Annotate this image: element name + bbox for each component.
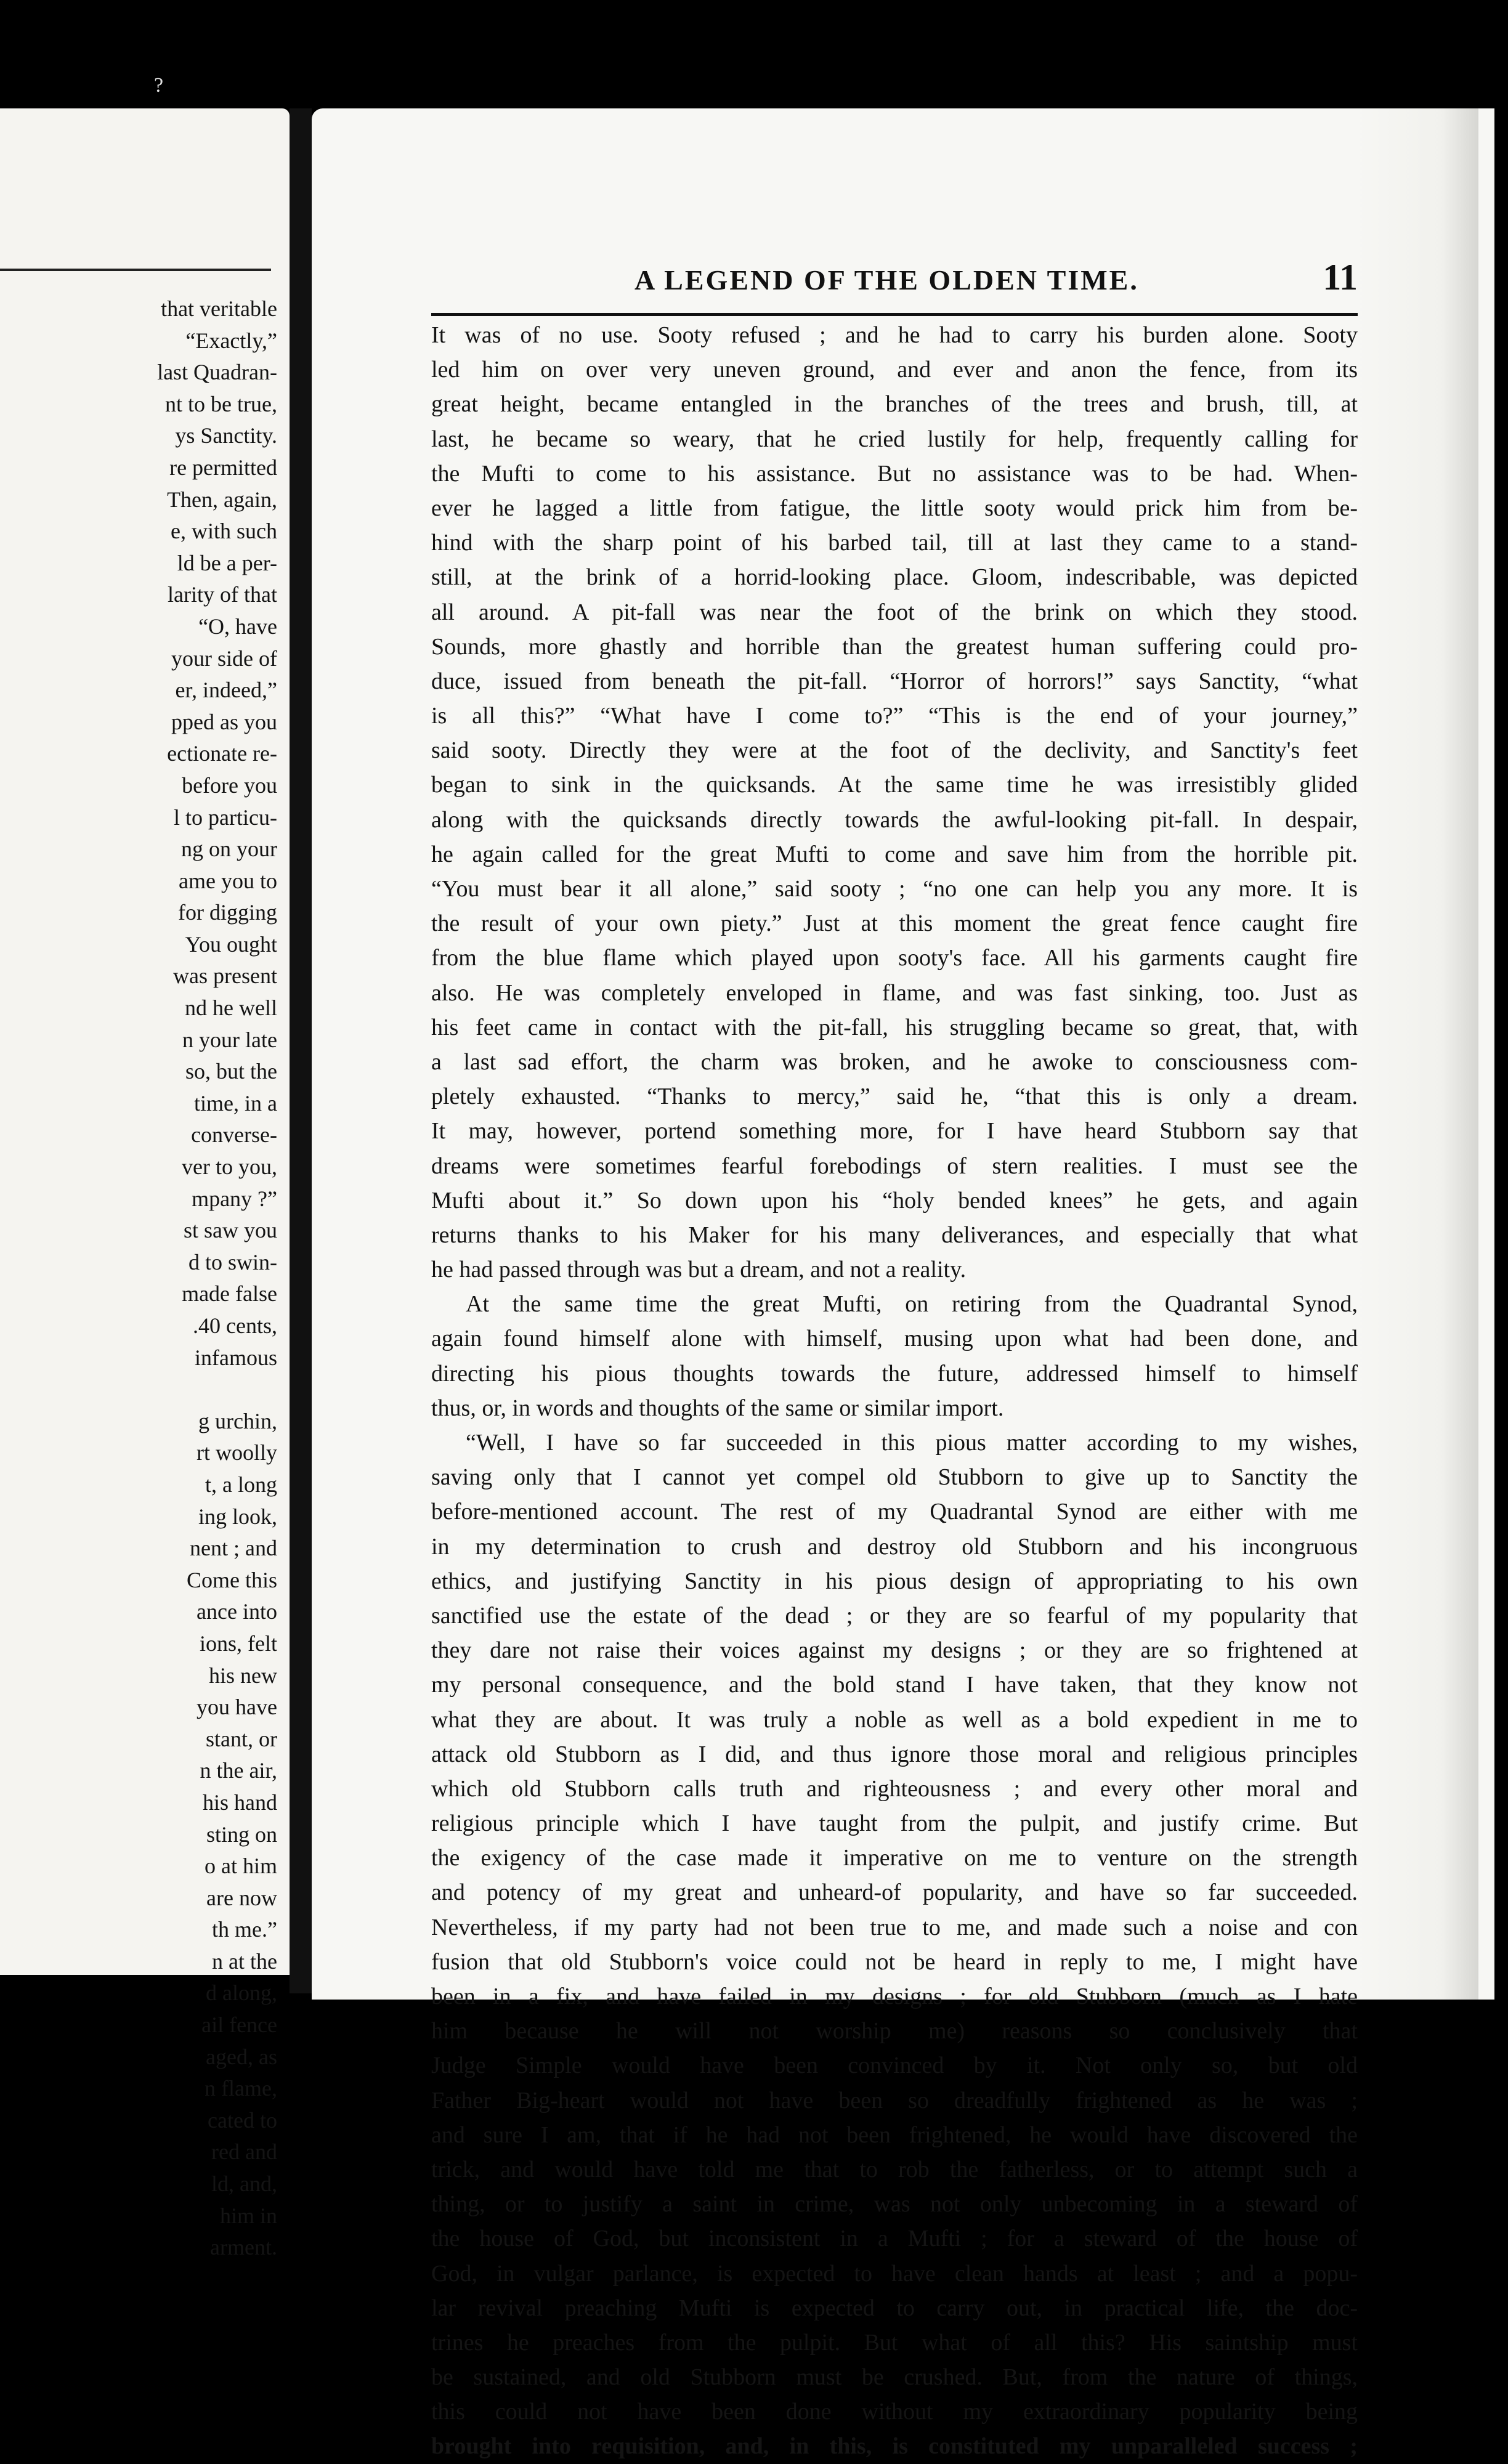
text-line: what they are about. It was truly a noble as well as a bold expedient in me to <box>431 1706 1358 1733</box>
text-line: fusion that old Stubborn's voice could not be heard in reply to me, I might have <box>431 1948 1358 1975</box>
text-line: him because he will not worship me) reasons so conclusively that <box>431 2018 1358 2045</box>
left-text-line: Then, again, <box>167 487 277 512</box>
left-text-line <box>6 1374 277 1406</box>
text-line: and sure I am, that if he had not been frightened, he would have discovered the <box>431 2122 1358 2148</box>
left-text-line: converse- <box>191 1122 277 1148</box>
text-line: they dare not raise their voices against my designs ; or they are so frightened at <box>431 1637 1358 1664</box>
left-text-line: er, indeed,” <box>175 678 277 703</box>
text-line: Father Big-heart would not have been so dreadfully frightened as he was ; <box>431 2087 1358 2113</box>
left-text-line: him in <box>219 2203 277 2228</box>
text-line: in my determination to crush and destroy old Stubborn and his incongruous <box>431 1533 1358 1560</box>
text-line: pletely exhausted. “Thanks to mercy,” said he, “that this is only a dream. <box>431 1084 1358 1110</box>
left-text-line: you have <box>197 1695 277 1720</box>
text-line: God, in vulgar parlance, is expected to have clean hands at least ; and a popu- <box>431 2260 1358 2287</box>
left-text-line: rt woolly <box>197 1440 277 1465</box>
left-text-line: ld, and, <box>211 2171 277 2197</box>
left-text-line: his hand <box>203 1789 277 1815</box>
text-line: Judge Simple would have been convinced by it. Not only so, but old <box>431 2053 1358 2079</box>
left-text-line: n the air, <box>200 1758 277 1783</box>
left-text-line: st saw you <box>184 1218 277 1243</box>
running-title: A LEGEND OF THE OLDEN TIME. <box>634 264 1139 296</box>
left-text-line: ng on your <box>181 837 277 862</box>
left-text-line: d along, <box>206 1980 277 2006</box>
text-line: trines he preaches from the pulpit. But what of all this? His saintship must <box>431 2329 1358 2356</box>
left-text-line: nt to be true, <box>165 391 277 416</box>
text-line: Sounds, more ghastly and horrible than the greatest human suffering could pro- <box>431 633 1358 660</box>
left-text-line: “Exactly,” <box>185 328 277 353</box>
text-line: from the blue flame which played upon sooty's face. All his garments caught fire <box>431 945 1358 971</box>
left-text-line: n at the <box>212 1948 277 1974</box>
left-text-line: cated to <box>208 2107 277 2133</box>
left-page <box>0 108 290 2260</box>
text-line: brought into requisition, and, in this, is constituted my unparalleled success ; <box>431 2433 1358 2460</box>
text-line: said sooty. Directly they were at the foot of the declivity, and Sanctity's feet <box>431 737 1358 764</box>
text-line: which old Stubborn calls truth and righteousness ; and every other moral and <box>431 1775 1358 1802</box>
text-line: trick, and would have told me that to rob the fatherless, or to attempt such a <box>431 2156 1358 2182</box>
left-text-line: You ought <box>185 931 277 957</box>
left-text-line: for digging <box>178 900 277 925</box>
text-line: along with the quicksands directly towards the awful-looking pit-fall. In despair, <box>431 806 1358 833</box>
text-line: before-mentioned account. The rest of my Quadrantal Synod are either with me <box>431 1499 1358 1525</box>
text-line: this could not have been done without my extraordinary popularity being <box>431 2399 1358 2425</box>
left-header-rule <box>0 269 271 271</box>
left-text-line: n your late <box>182 1027 277 1052</box>
text-line: thing, or to justify a saint in crime, was not only unbecoming in a steward of <box>431 2191 1358 2218</box>
text-line: still, at the brink of a horrid-looking place. Gloom, indescribable, was depicted <box>431 564 1358 591</box>
text-line: attack old Stubborn as I did, and thus ignore those moral and religious principles <box>431 1741 1358 1767</box>
left-text-line: e, with such <box>171 519 277 544</box>
left-text-line: ions, felt <box>200 1631 277 1656</box>
text-line: also. He was completely enveloped in flame, and was fast sinking, too. Just as <box>431 979 1358 1006</box>
left-text-line: that veritable <box>161 296 277 321</box>
left-text-line: ing look, <box>198 1504 277 1529</box>
left-text-line: ys Sanctity. <box>175 423 277 448</box>
left-text-line: stant, or <box>206 1726 277 1751</box>
left-text-line: ver to you, <box>182 1154 277 1180</box>
header-rule <box>431 313 1358 316</box>
text-line: returns thanks to his Maker for his many deliverances, and especially that what <box>431 1222 1358 1248</box>
left-text-line: ail fence <box>201 2012 277 2038</box>
left-text-line: infamous <box>195 1345 277 1370</box>
text-line: be sustained, and old Stubborn must be crushed. But, from the nature of things, <box>431 2364 1358 2391</box>
text-line: At the same time the great Mufti, on retiring from the Quadrantal Synod, <box>466 1291 1358 1318</box>
page-edge-shadow <box>1355 108 1478 2000</box>
left-text-line: before you <box>182 772 277 798</box>
text-line: “You must bear it all alone,” said sooty ; “no one can help you any more. It is <box>431 876 1358 902</box>
text-line: the house of God, but inconsistent in a Mufti ; for a steward of the house of <box>431 2226 1358 2252</box>
book-gutter <box>290 108 312 1993</box>
left-text-line: Come this <box>186 1567 277 1592</box>
text-line: great height, became entangled in the branches of the trees and brush, till, at <box>431 391 1358 418</box>
left-page-text <box>6 293 277 2264</box>
left-text-line: .40 cents, <box>193 1313 277 1338</box>
left-text-line: his new <box>209 1663 277 1688</box>
text-line: Mufti about it.” So down upon his “holy bended knees” he gets, and again <box>431 1187 1358 1214</box>
left-text-line: ld be a per- <box>177 550 277 575</box>
left-text-line: last Quadran- <box>157 360 277 385</box>
text-line: thus, or, in words and thoughts of the same or similar import. <box>431 1395 1004 1421</box>
left-text-line: red and <box>211 2139 277 2165</box>
text-line: is all this?” “What have I come to?” “This is the end of your journey,” <box>431 703 1358 729</box>
text-line: a last sad effort, the charm was broken, and he awoke to consciousness com- <box>431 1048 1358 1075</box>
left-text-line: so, but the <box>185 1059 277 1084</box>
left-text-line: “O, have <box>198 614 277 639</box>
text-line: ever he lagged a little from fatigue, the little sooty would prick him from be- <box>431 495 1358 521</box>
text-line: the exigency of the case made it imperative on me to venture on the strength <box>431 1845 1358 1871</box>
left-text-line: g urchin, <box>198 1408 277 1433</box>
left-text-line: mpany ?” <box>192 1186 277 1211</box>
page-number: 11 <box>1323 257 1358 298</box>
left-text-line: your side of <box>171 646 277 671</box>
page-header <box>431 259 1358 308</box>
text-line: all around. A pit-fall was near the foot of the brink on which they stood. <box>431 599 1358 625</box>
text-line: lar revival preaching Mufti is expected to carry out, in practical life, the doc- <box>431 2295 1358 2321</box>
text-line: religious principle which I have taught from the pulpit, and justify crime. But <box>431 1810 1358 1837</box>
left-text-line: made false <box>182 1281 277 1307</box>
left-text-line: nent ; and <box>190 1536 277 1561</box>
text-line: directing his pious thoughts towards the future, addressed himself to himself <box>431 1360 1358 1387</box>
text-line: my personal consequence, and the bold stand I have taken, that they know not <box>431 1672 1358 1698</box>
text-line: It was of no use. Sooty refused ; and he had to carry his burden alone. Sooty <box>431 322 1358 348</box>
text-line: he again called for the great Mufti to come and save him from the horrible pit. <box>431 841 1358 867</box>
left-text-line: nd he well <box>185 995 277 1021</box>
text-line: dreams were sometimes fearful forebodings of stern realities. I must see the <box>431 1153 1358 1179</box>
left-text-line: t, a long <box>205 1472 277 1497</box>
text-line: “Well, I have so far succeeded in this pious matter according to my wishes, <box>466 1430 1358 1456</box>
top-mark: ? <box>154 74 164 97</box>
left-text-line: pped as you <box>171 709 277 734</box>
left-text-line: o at him <box>205 1854 277 1879</box>
body-text <box>431 318 1358 2464</box>
left-text-line: th me.” <box>212 1917 277 1942</box>
text-line: the result of your own piety.” Just at this moment the great fence caught fire <box>431 910 1358 937</box>
text-line: he had passed through was but a dream, and not a reality. <box>431 1257 967 1283</box>
text-line: sanctified use the estate of the dead ; or they are so fearful of my popularity that <box>431 1602 1358 1629</box>
text-line: and potency of my great and unheard-of popularity, and have so far succeeded. <box>431 1879 1358 1906</box>
left-text-line: aged, as <box>206 2044 277 2069</box>
left-text-line: time, in a <box>194 1090 277 1116</box>
left-text-line: sting on <box>206 1822 277 1847</box>
left-text-line: ance into <box>197 1599 277 1624</box>
left-text-line: larity of that <box>168 582 277 607</box>
text-line: again found himself alone with himself, musing upon what had been done, and <box>431 1326 1358 1352</box>
left-text-line: l to particu- <box>174 804 277 830</box>
left-text-line: arment. <box>210 2235 277 2260</box>
left-text-line: ectionate re- <box>167 741 277 766</box>
text-line: last, he became so weary, that he cried lustily for help, frequently calling for <box>431 426 1358 452</box>
left-text-line: ame you to <box>179 868 277 893</box>
left-text-line: was present <box>173 963 277 989</box>
text-line: hind with the sharp point of his barbed tail, till at last they came to a stand- <box>431 530 1358 556</box>
text-line: Nevertheless, if my party had not been true to me, and made such a noise and con <box>431 1914 1358 1940</box>
text-line: led him on over very uneven ground, and ever and anon the fence, from its <box>431 357 1358 383</box>
text-line: It may, however, portend something more, for I have heard Stubborn say that <box>431 1118 1358 1145</box>
left-text-line: d to swin- <box>188 1249 277 1275</box>
text-line: his feet came in contact with the pit-fall, his struggling became so great, that, with <box>431 1014 1358 1040</box>
text-line: ethics, and justifying Sanctity in his pious design of appropriating to his own <box>431 1568 1358 1594</box>
left-text-line: n flame, <box>205 2076 277 2101</box>
left-text-line: re permitted <box>169 455 277 480</box>
text-line: the Mufti to come to his assistance. But no assistance was to be had. When- <box>431 460 1358 487</box>
text-line: duce, issued from beneath the pit-fall. “Horror of horrors!” says Sanctity, “what <box>431 668 1358 694</box>
text-line: been in a fix, and have failed in my designs ; for old Stubborn (much as I hate <box>431 1984 1358 2009</box>
text-line: began to sink in the quicksands. At the same time he was irresistibly glided <box>431 772 1358 798</box>
left-text-line: are now <box>206 1885 277 1910</box>
text-line: saving only that I cannot yet compel old Stubborn to give up to Sanctity the <box>431 1464 1358 1491</box>
